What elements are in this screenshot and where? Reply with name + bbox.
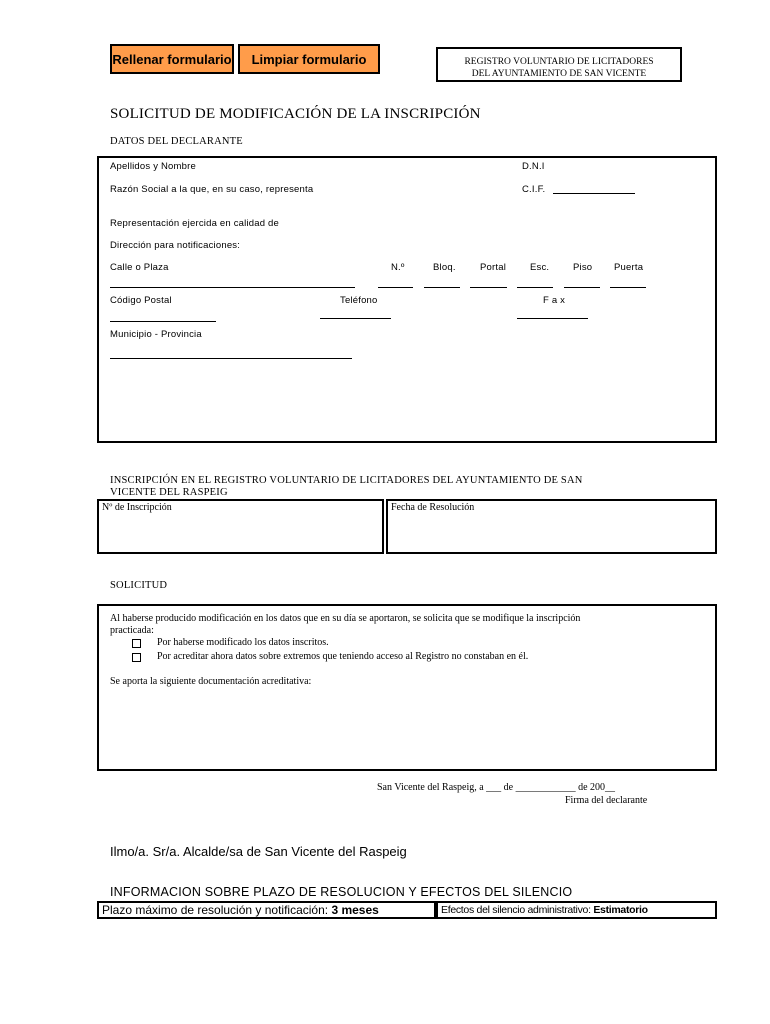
name-label: Apellidos y Nombre <box>110 161 196 172</box>
capacity-label: Representación ejercida en calidad de <box>110 218 280 229</box>
documentation-label: Se aporta la siguiente documentación acreditativa: <box>110 676 312 687</box>
addressee: Ilmo/a. Sr/a. Alcalde/sa de San Vicente del Raspeig <box>110 844 407 859</box>
cif-field[interactable] <box>553 193 635 194</box>
term-value: 3 meses <box>331 903 379 917</box>
door-field[interactable] <box>610 287 646 288</box>
number-label: N.º <box>391 262 405 273</box>
municipality-label: Municipio - Provincia <box>110 329 202 340</box>
fill-form-button[interactable]: Rellenar formulario <box>110 44 234 74</box>
resolution-date-label: Fecha de Resolución <box>391 502 475 513</box>
postal-label: Código Postal <box>110 295 172 306</box>
info-title: INFORMACION SOBRE PLAZO DE RESOLUCION Y EFECTOS DEL SILENCIO <box>110 885 573 899</box>
municipality-field[interactable] <box>110 358 352 359</box>
dni-label: D.N.I <box>522 161 545 172</box>
signer-label: Firma del declarante <box>565 795 648 806</box>
address-label: Dirección para notificaciones: <box>110 240 241 251</box>
portal-field[interactable] <box>470 287 507 288</box>
number-field[interactable] <box>378 287 413 288</box>
inscription-section-title <box>110 475 583 499</box>
clear-form-button[interactable]: Limpiar formulario <box>238 44 380 74</box>
registry-line1: REGISTRO VOLUNTARIO DE LICITADORES <box>464 57 654 67</box>
request-section-title: SOLICITUD <box>110 580 168 591</box>
option2-checkbox[interactable] <box>132 653 141 662</box>
inscription-title-line1: INSCRIPCIÓN EN EL REGISTRO VOLUNTARIO DE LICITADORES DEL AYUNTAMIENTO DE SAN <box>110 475 583 486</box>
silence-label: Efectos del silencio administrativo: <box>441 904 591 916</box>
block-field[interactable] <box>424 287 460 288</box>
declarant-section-title: DATOS DEL DECLARANTE <box>110 136 243 147</box>
company-label: Razón Social a la que, en su caso, representa <box>110 184 314 195</box>
request-intro-line1: Al haberse producido modificación en los datos que en su día se aportaron, se solicita que se modifique la inscripción <box>110 613 581 624</box>
stair-field[interactable] <box>517 287 553 288</box>
option1-label: Por haberse modificado los datos inscritos. <box>157 637 329 648</box>
resolution-term <box>97 901 436 919</box>
block-label: Bloq. <box>433 262 456 273</box>
inscription-number-label: Nº de Inscripción <box>102 502 172 513</box>
option1-checkbox[interactable] <box>132 639 141 648</box>
postal-field[interactable] <box>110 321 216 322</box>
request-intro-line2: practicada: <box>110 625 154 636</box>
request-intro <box>110 613 580 637</box>
phone-label: Teléfono <box>340 295 378 306</box>
registry-header <box>436 47 682 82</box>
stair-label: Esc. <box>530 262 550 273</box>
option2-label: Por acreditar ahora datos sobre extremos que teniendo acceso al Registro no constaban en él. <box>157 651 529 662</box>
street-label: Calle o Plaza <box>110 262 169 273</box>
fax-label: F a x <box>543 295 566 306</box>
portal-label: Portal <box>480 262 507 273</box>
term-label: Plazo máximo de resolución y notificación: <box>102 903 329 917</box>
fax-field[interactable] <box>517 318 588 319</box>
cif-label: C.I.F. <box>522 184 546 195</box>
door-label: Puerta <box>614 262 644 273</box>
floor-field[interactable] <box>564 287 600 288</box>
silence-value: Estimatorio <box>593 904 648 916</box>
declarant-box <box>97 156 717 443</box>
registry-line2: DEL AYUNTAMIENTO DE SAN VICENTE <box>471 69 647 79</box>
street-field[interactable] <box>110 287 355 288</box>
page-title: SOLICITUD DE MODIFICACIÓN DE LA INSCRIPCIÓN <box>110 106 481 122</box>
inscription-title-line2: VICENTE DEL RASPEIG <box>110 487 228 498</box>
place-date: San Vicente del Raspeig, a ___ de ____________ de 200__ <box>377 782 616 793</box>
silence-effects <box>436 901 717 919</box>
phone-field[interactable] <box>320 318 391 319</box>
floor-label: Piso <box>573 262 593 273</box>
